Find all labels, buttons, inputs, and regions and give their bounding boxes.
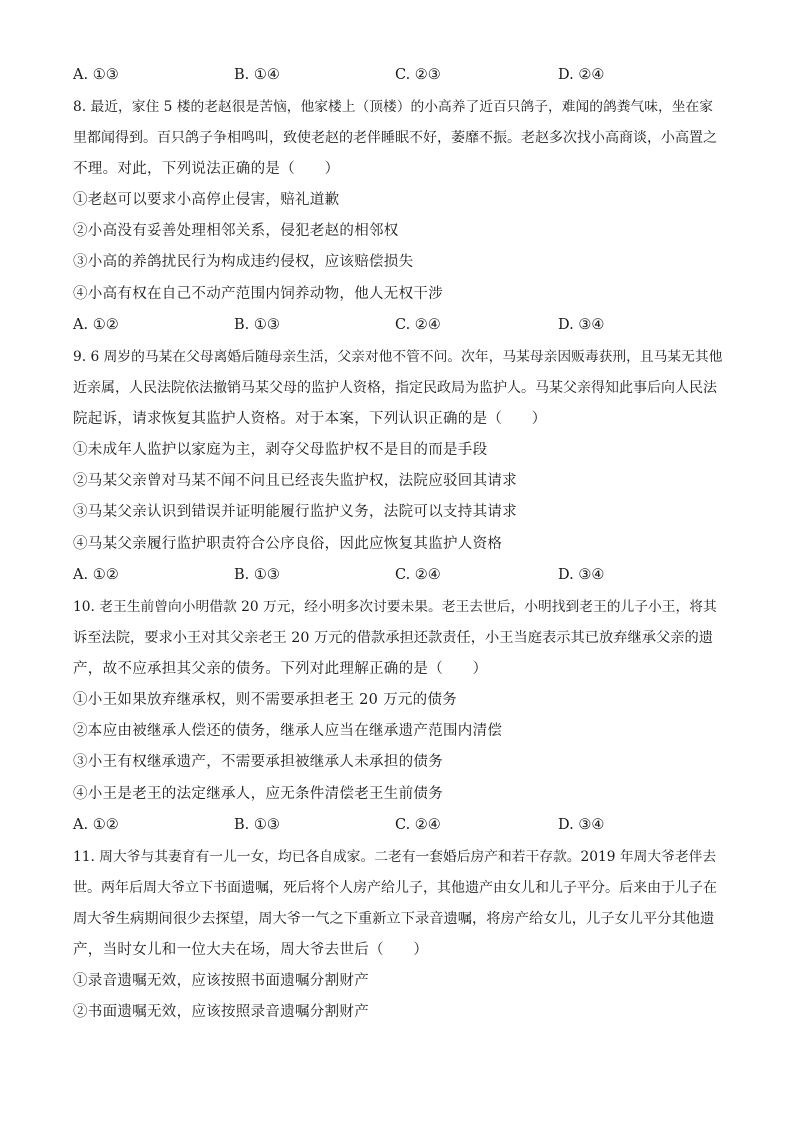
q8-item-1: ①老赵可以要求小高停止侵害，赔礼道歉	[73, 192, 340, 208]
q9-item-3: ③马某父亲认识到错误并证明能履行监护义务，法院可以支持其请求	[73, 504, 517, 520]
q9-option-b[interactable]: B. ①③	[234, 567, 280, 583]
q7-option-c[interactable]: C. ②③	[395, 67, 441, 83]
q8-stem-line-2: 里都闻得到。百只鸽子争相鸣叫，致使老赵的老伴睡眠不好，萎靡不振。老赵多次找小高商谈，小高置之	[73, 130, 717, 146]
q10-option-b[interactable]: B. ①③	[234, 817, 280, 833]
q11-stem-line-1: 11. 周大爷与其妻育有一儿一女，均已各自成家。二老有一套婚后房产和若干存款。2019 年周大爷老伴去	[73, 849, 717, 865]
q9-item-2: ②马某父亲曾对马某不闻不问且已经丧失监护权，法院应驳回其请求	[73, 473, 517, 489]
q7-option-b[interactable]: B. ①④	[234, 67, 280, 83]
q9-item-4: ④马某父亲履行监护职责符合公序良俗，因此应恢复其监护人资格	[73, 536, 503, 552]
q8-option-a[interactable]: A. ①②	[73, 317, 119, 333]
q8-option-d[interactable]: D. ③④	[558, 317, 605, 333]
q8-options	[73, 315, 723, 335]
q11-stem-line-4: 产，当时女儿和一位大夫在场，周大爷去世后（ ）	[73, 942, 429, 958]
q7-option-d[interactable]: D. ②④	[558, 67, 605, 83]
q10-item-1: ①小王如果放弃继承权，则不需要承担老王 20 万元的债务	[73, 692, 458, 708]
q8-item-2: ②小高没有妥善处理相邻关系，侵犯老赵的相邻权	[73, 223, 399, 239]
q10-item-3: ③小王有权继承遗产，不需要承担被继承人未承担的债务	[73, 754, 443, 770]
q8-option-b[interactable]: B. ①③	[234, 317, 280, 333]
q9-options	[73, 565, 723, 585]
q8-option-c[interactable]: C. ②④	[395, 317, 441, 333]
q10-option-c[interactable]: C. ②④	[395, 817, 441, 833]
q10-item-4: ④小王是老王的法定继承人，应无条件清偿老王生前债务	[73, 786, 443, 802]
q10-stem-line-1: 10. 老王生前曾向小明借款 20 万元，经小明多次讨要未果。老王去世后，小明找到老王的儿子小王，将其	[73, 599, 717, 615]
q10-options	[73, 815, 723, 835]
q8-item-3: ③小高的养鸽扰民行为构成违约侵权，应该赔偿损失	[73, 254, 414, 270]
q11-stem-line-2: 世。两年后周大爷立下书面遗嘱，死后将个人房产给儿子，其他遗产由女儿和儿子平分。后来由于儿子在	[73, 880, 717, 896]
q9-stem-line-1: 9. 6 周岁的马某在父母离婚后随母亲生活，父亲对他不管不问。次年，马某母亲因贩毒获刑，且马某无其他	[73, 349, 723, 365]
q8-stem-line-1: 8. 最近，家住 5 楼的老赵很是苦恼，他家楼上（顶楼）的小高养了近百只鸽子，难闻的鸽粪气味，坐在家	[73, 99, 713, 115]
q11-item-1: ①录音遗嘱无效，应该按照书面遗嘱分割财产	[73, 973, 369, 989]
q10-option-d[interactable]: D. ③④	[558, 817, 605, 833]
q7-options	[73, 65, 723, 85]
q10-item-2: ②本应由被继承人偿还的债务，继承人应当在继承遗产范围内清偿	[73, 723, 503, 739]
q9-item-1: ①未成年人监护以家庭为主，剥夺父母监护权不是目的而是手段	[73, 442, 488, 458]
q7-option-a[interactable]: A. ①③	[73, 67, 119, 83]
q9-option-a[interactable]: A. ①②	[73, 567, 119, 583]
q10-option-a[interactable]: A. ①②	[73, 817, 119, 833]
q9-option-d[interactable]: D. ③④	[558, 567, 605, 583]
q11-item-2: ②书面遗嘱无效，应该按照录音遗嘱分割财产	[73, 1004, 369, 1020]
q11-stem-line-3: 周大爷生病期间很少去探望，周大爷一气之下重新立下录音遗嘱，将房产给女儿，儿子女儿平分其他遗	[73, 911, 715, 927]
q10-stem-line-2: 诉至法院，要求小王对其父亲老王 20 万元的借款承担还款责任，小王当庭表示其已放弃继承父亲的遗	[73, 630, 713, 646]
q9-stem-line-2: 近亲属，人民法院依法撤销马某父母的监护人资格，指定民政局为监护人。马某父亲得知此事后向人民法	[73, 380, 717, 396]
q9-stem-line-3: 院起诉，请求恢复其监护人资格。对于本案，下列认识正确的是（ ）	[73, 411, 547, 427]
q8-stem-line-3: 不理。对此，下列说法正确的是（ ）	[73, 161, 340, 177]
q8-item-4: ④小高有权在自己不动产范围内饲养动物，他人无权干涉	[73, 286, 443, 302]
q10-stem-line-3: 产，故不应承担其父亲的债务。下列对此理解正确的是（ ）	[73, 661, 488, 677]
q9-option-c[interactable]: C. ②④	[395, 567, 441, 583]
